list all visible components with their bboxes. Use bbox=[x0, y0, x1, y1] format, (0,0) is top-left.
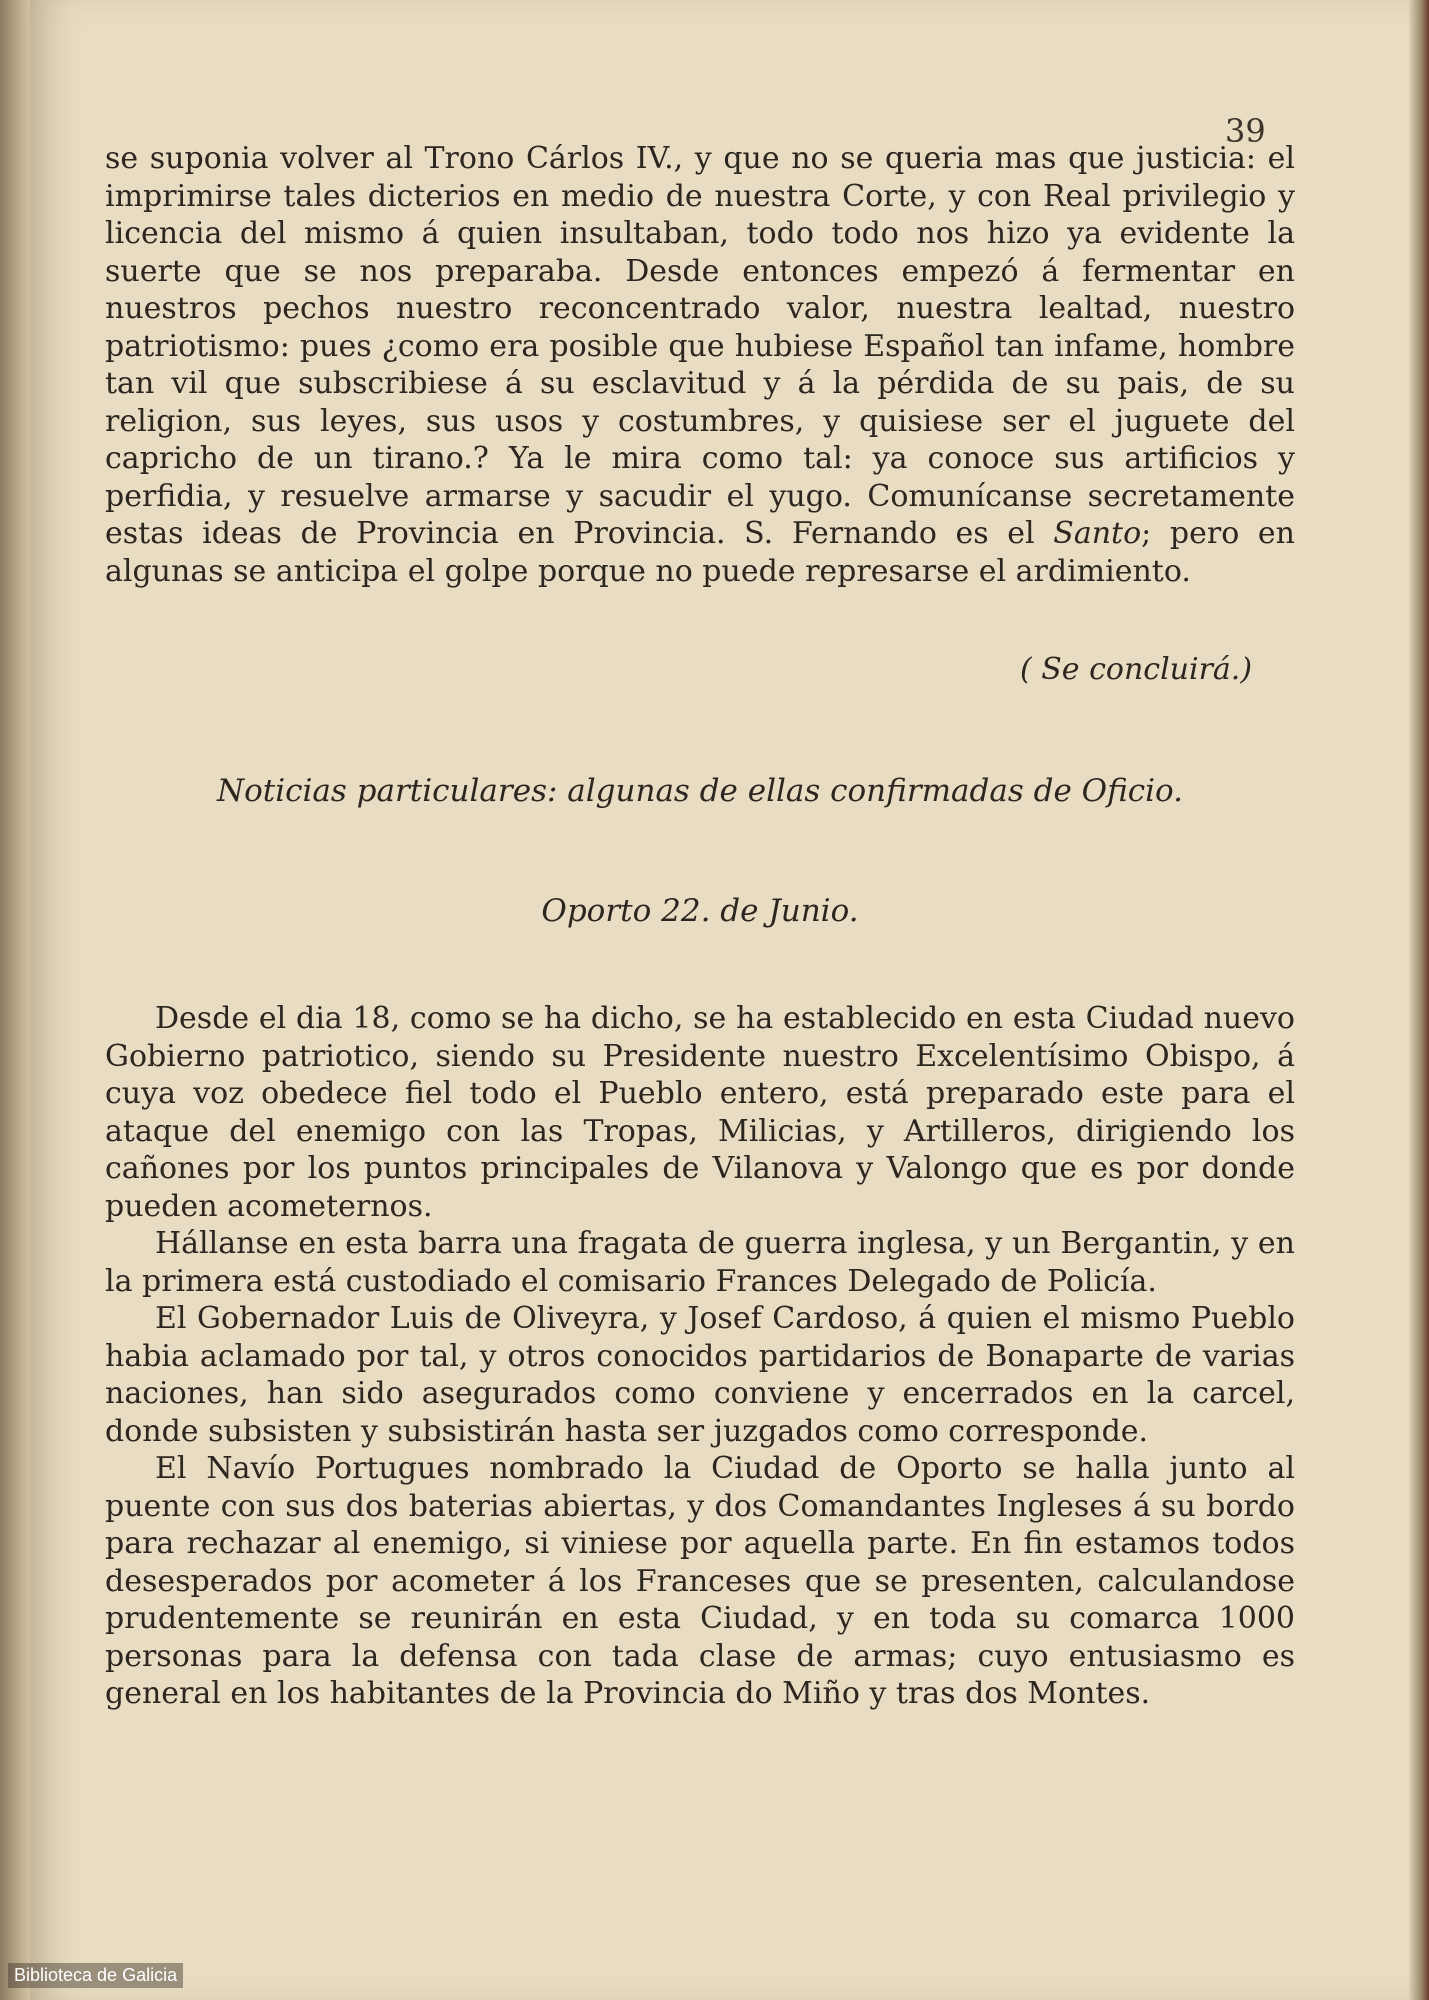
news-paragraph: El Navío Portugues nombrado la Ciudad de Oporto se halla junto al puente con sus dos baterias abiertas, y dos Comandantes Ingleses á su bordo para rechazar al enemigo, si viniese por aquella parte. En fin estamos todos desesperados por acometer á los Franceses que se presenten, calculandose prudentemente se reunirán en esta Ciudad, y en toda su comarca 1000 personas para la defensa con tada clase de armas; cuyo entusiasmo es general en los habitantes de la Provincia do Miño y tras dos Montes. bbox=[105, 1451, 1295, 1711]
news-paragraph: Hállanse en esta barra una fragata de guerra inglesa, y un Bergantin, y en la primera está custodiado el comisario Frances Delegado de Policía. bbox=[105, 1226, 1295, 1299]
news-paragraph: El Gobernador Luis de Oliveyra, y Josef Cardoso, á quien el mismo Pueblo habia aclamado por tal, y otros conocidos partidarios de Bonaparte de varias naciones, han sido asegurados como conviene y encerrados en la carcel, donde subsisten y subsistirán hasta ser juzgados como corresponde. bbox=[105, 1301, 1295, 1449]
section-heading: Noticias particulares: algunas de ellas confirmadas de Oficio. bbox=[216, 773, 1183, 809]
santo-italic: Santo bbox=[1053, 516, 1142, 551]
news-paragraph: Desde el dia 18, como se ha dicho, se ha establecido en esta Ciudad nuevo Gobierno patriotico, siendo su Presidente nuestro Excelentísimo Obispo, á cuya voz obedece fiel todo el Pueblo entero, está preparado este para el ataque del enemigo con las Tropas, Milicias, y Artilleros, dirigiendo los cañones por los puntos principales de Vilanova y Valongo que es por donde pueden acometernos. bbox=[105, 1001, 1295, 1224]
book-spine bbox=[0, 0, 30, 2000]
paragraph-text-end: ; pero en algunas se anticipa el golpe porque no puede represarse el ardimiento. bbox=[105, 516, 1295, 589]
library-watermark: Biblioteca de Galicia bbox=[8, 1963, 183, 1988]
book-edge bbox=[1409, 0, 1429, 2000]
news-body bbox=[105, 1000, 1295, 1713]
paragraph bbox=[105, 140, 1295, 590]
page-number: 39 bbox=[1225, 112, 1266, 150]
continued-paragraph bbox=[105, 140, 1295, 590]
to-be-continued-note: ( Se concluirá.) bbox=[1020, 652, 1253, 687]
paragraph-text: se suponia volver al Trono Cárlos IV., y que no se queria mas que justicia: el imprimirse tales dicterios en medio de nuestra Corte, y con Real privilegio y licencia del mismo á quien insultaban, todo todo nos hizo ya evidente la suerte que se nos preparaba. Desde entonces empezó á fermentar en nuestros pechos nuestro reconcentrado valor, nuestra lealtad, nuestro patriotismo: pues ¿como era posible que hubiese Español tan infame, hombre tan vil que subscribiese á su esclavitud y á la pérdida de su pais, de su religion, sus leyes, sus usos y costumbres, y quisiese ser el juguete del capricho de un tirano.? Ya le mira como tal: ya conoce sus artificios y perfidia, y resuelve armarse y sacudir el yugo. Comunícanse secretamente estas ideas de Provincia en Provincia. S. Fernando es el bbox=[105, 141, 1295, 551]
dateline: Oporto 22. de Junio. bbox=[541, 893, 859, 929]
